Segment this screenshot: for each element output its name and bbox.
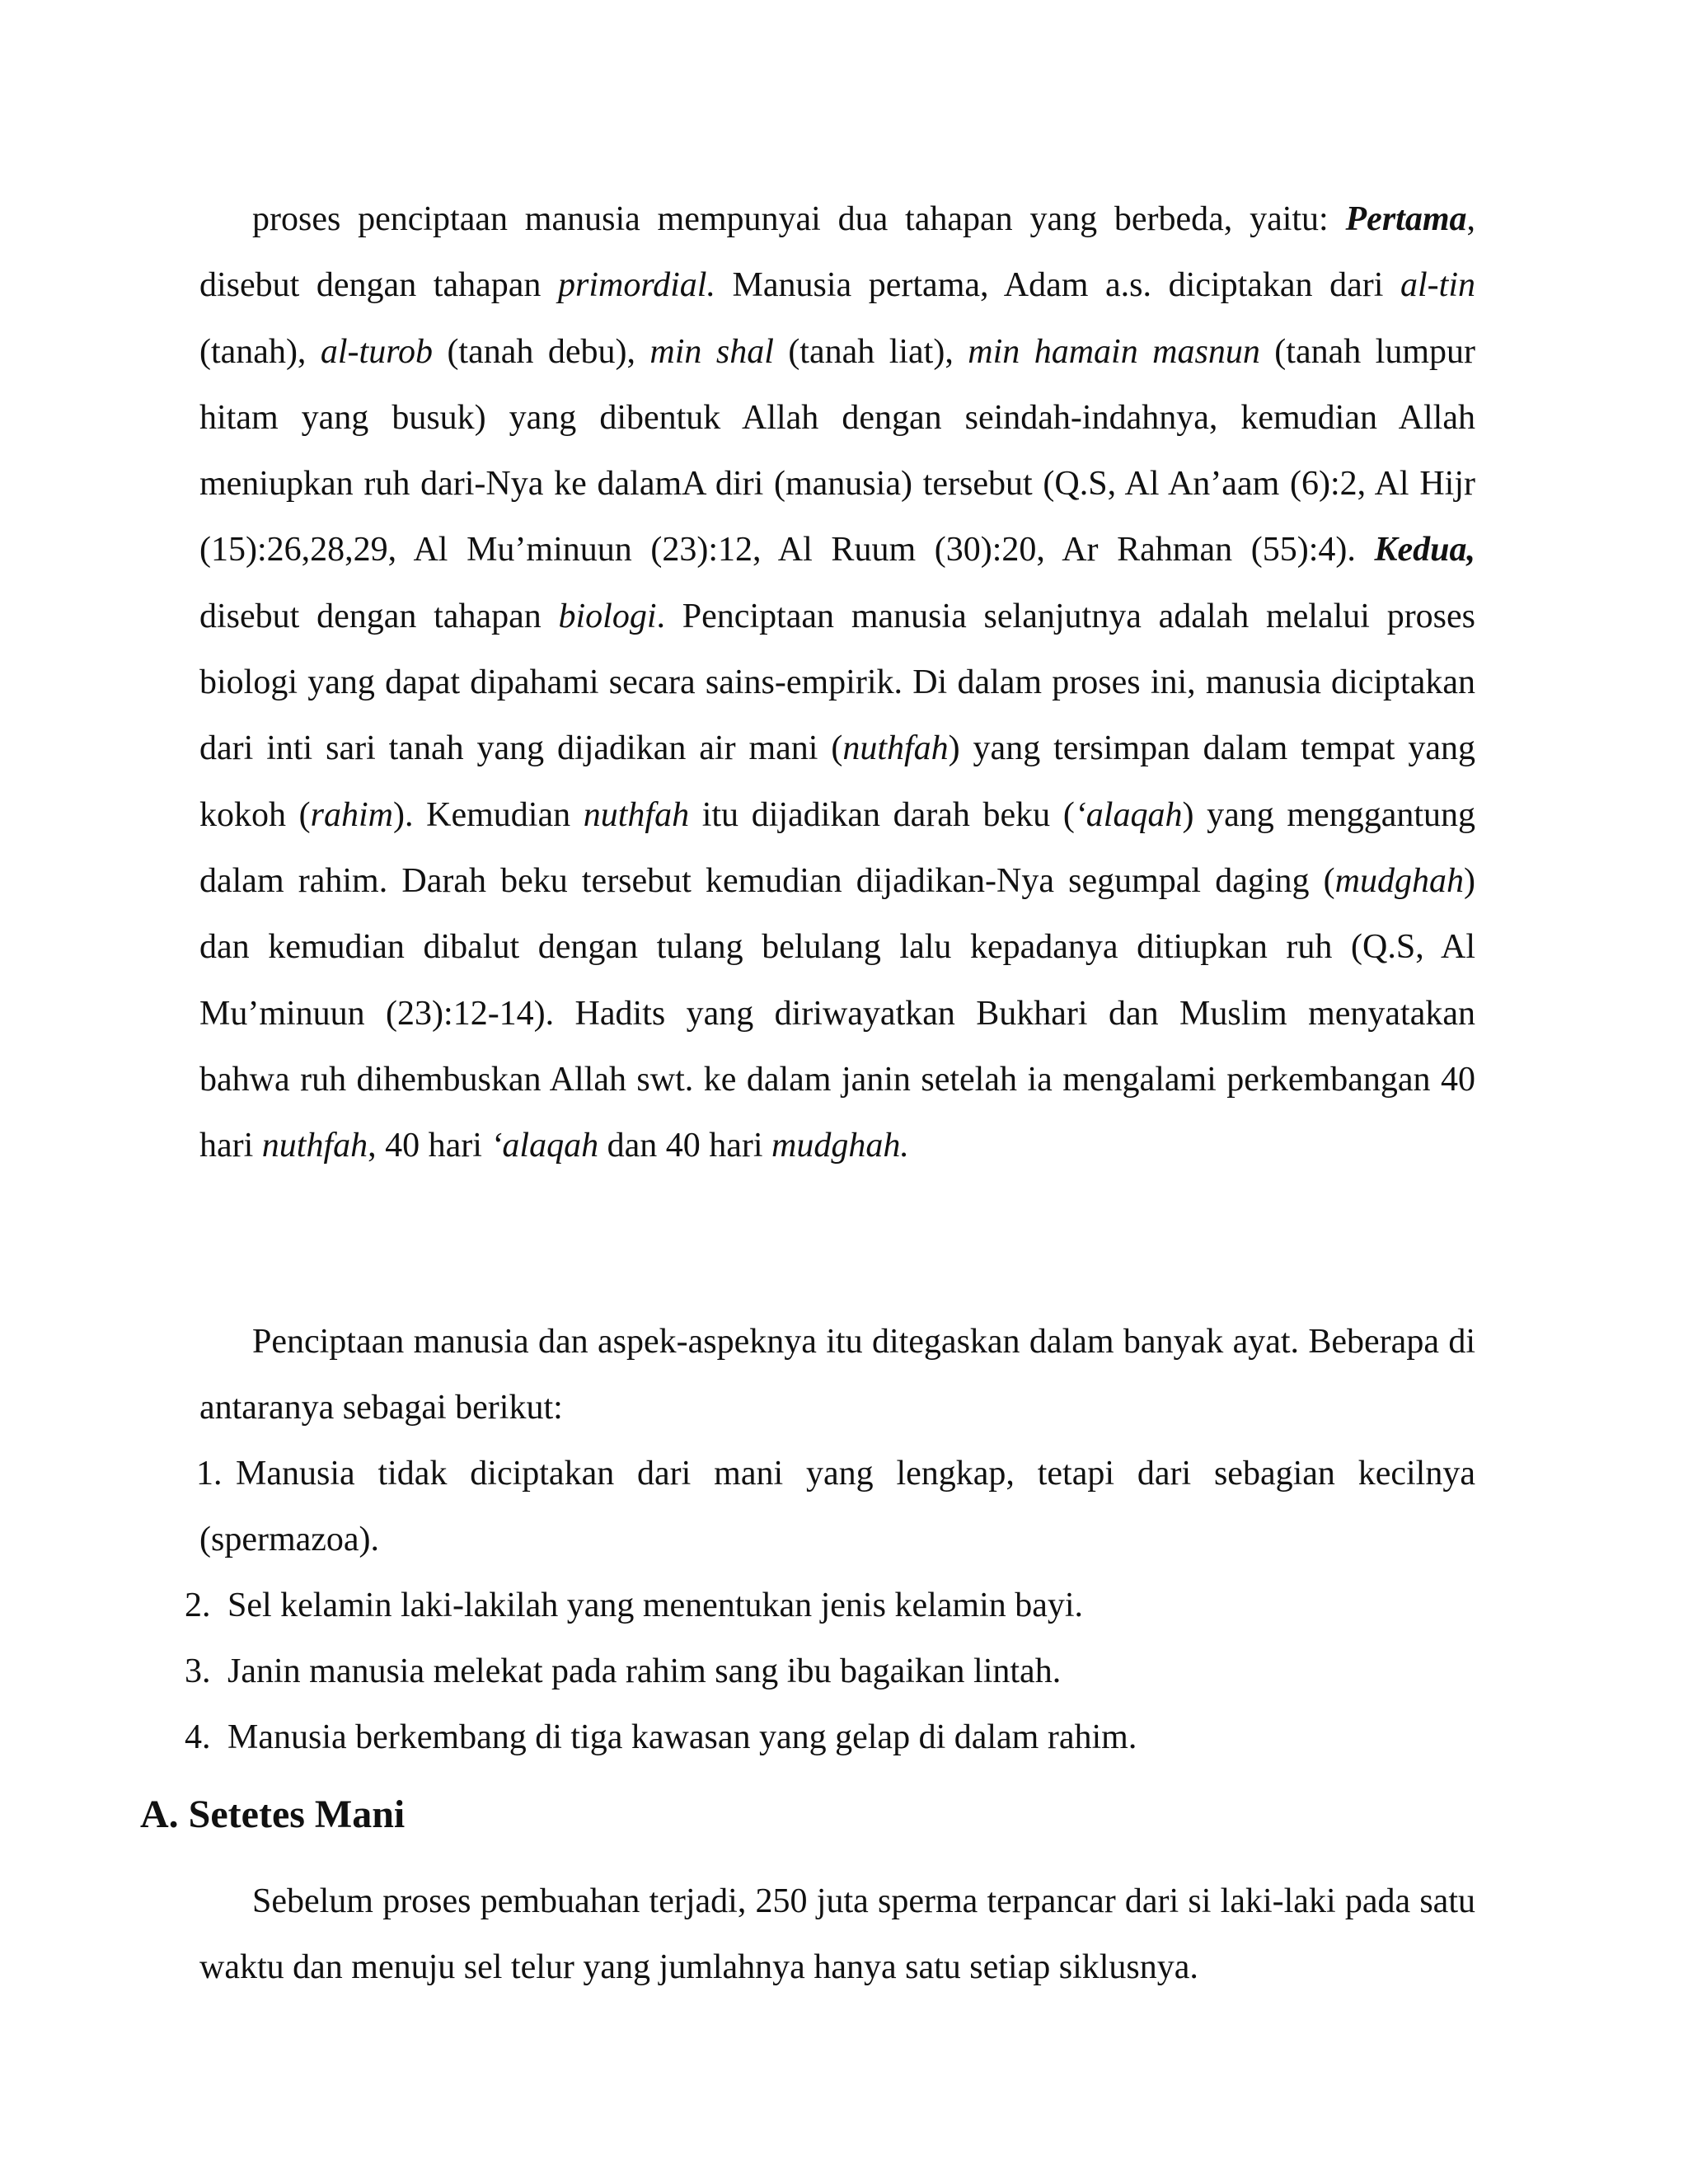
paragraph-fertilization: Sebelum proses pembuahan terjadi, 250 juta sperma terpancar dari si laki-laki pada satu waktu dan menuju sel telur yang jumlahnya hanya satu setiap siklusnya. [199,1882,1475,1987]
term-al-turob: al-turob [320,332,433,371]
paragraph-creation-stages: proses penciptaan manusia mempunyai dua tahapan yang berbeda, yaitu: Pertama, disebut dengan tahapan primordial. Manusia pertama, Adam a.s. diciptakan dari al-tin (tanah), al-turob (tanah debu), min shal (tanah liat), min hamain masnun (tanah lumpur hitam yang busuk) yang dibentuk Allah dengan seindah-indahnya, kemudian Allah meniupkan ruh dari-Nya ke dalamA diri (manusia) tersebut (Q.S, Al An’aam (6):2, Al Hijr (15):26,28,29, Al Mu’minuun (23):12, Al Ruum (30):20, Ar Rahman (55):4). Kedua, disebut dengan tahapan biologi. Penciptaan manusia selanjutnya adalah melalui proses biologi yang dapat dipahami secara sains-empirik. Di dalam proses ini, manusia diciptakan dari inti sari tanah yang dijadikan air mani (nuthfah) yang tersimpan dalam tempat yang kokoh (rahim). Kemudian nuthfah itu dijadikan darah beku (‘alaqah) yang menggantung dalam rahim. Darah beku tersebut kemudian dijadikan-Nya segumpal daging (mudghah) dan kemudian dibalut dengan tulang belulang lalu kepadanya ditiupkan ruh (Q.S, Al Mu’minuun (23):12-14). Hadits yang diriwayatkan Bukhari dan Muslim menyatakan bahwa ruh dihembuskan Allah swt. ke dalam janin setelah ia mengalami perkembangan 40 hari nuthfah, 40 hari ‘alaqah dan 40 hari mudghah. [199,200,1476,1165]
list-item [196,1441,1475,1573]
term-min-shal: min shal [649,332,774,371]
term-nuthfah: nuthfah [583,795,690,834]
term-pertama: Pertama [1345,200,1467,238]
list-item [185,1572,1475,1638]
list-number: 4. [185,1718,211,1756]
term-biologi: biologi [558,597,657,635]
term-alaqah: ‘alaqah [490,1127,599,1165]
term-nuthfah: nuthfah [842,729,949,768]
section-heading: A. Setetes Mani [140,1793,406,1836]
term-mudghah: mudghah. [771,1127,909,1165]
term-primordial: primordial. [557,266,715,305]
list-number: 2. [185,1586,211,1624]
list-number: 1. [196,1455,223,1493]
list-item [185,1704,1475,1770]
term-mudghah: mudghah [1334,861,1464,900]
term-nuthfah: nuthfah [261,1127,368,1165]
list-item-text: Sel kelamin laki-lakilah yang menentukan jenis kelamin bayi. [227,1586,1084,1624]
list-item-text: Manusia berkembang di tiga kawasan yang gelap di dalam rahim. [227,1718,1137,1756]
term-min-hamain-masnun: min hamain masnun [968,332,1260,371]
term-alaqah: ‘alaqah [1074,795,1183,834]
list-item [185,1638,1475,1704]
list-number: 3. [185,1652,211,1690]
paragraph-verses-intro: Penciptaan manusia dan aspek-aspeknya itu ditegaskan dalam banyak ayat. Beberapa di antaranya sebagai berikut: [199,1323,1475,1427]
term-rahim: rahim [310,795,393,834]
term-kedua: Kedua, [1374,531,1475,569]
list-item-text: Janin manusia melekat pada rahim sang ibu bagaikan lintah. [227,1652,1062,1690]
term-al-tin: al-tin [1400,266,1475,305]
list-item-text: Manusia tidak diciptakan dari mani yang lengkap, tetapi dari sebagian kecilnya (spermazoa). [199,1455,1475,1559]
